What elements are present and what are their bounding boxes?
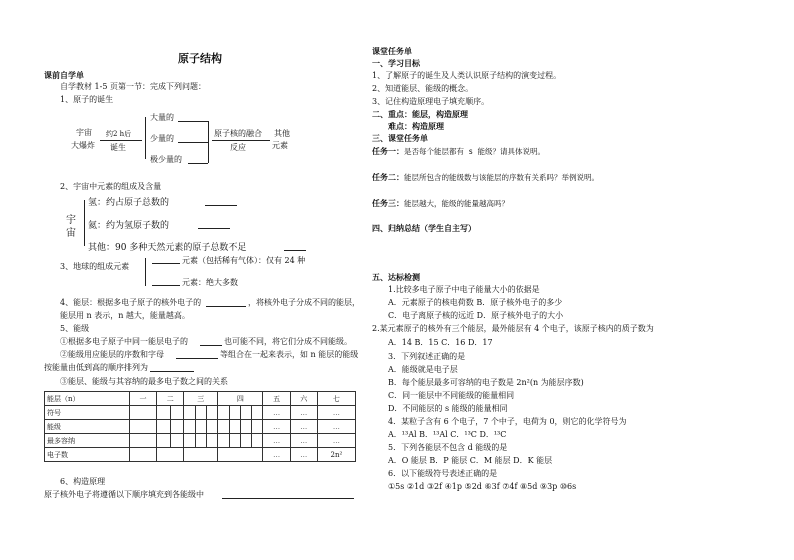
difficult-point: 难点：构造原理: [388, 121, 444, 131]
branch-many: 大量的: [150, 113, 174, 122]
blank-line: [150, 371, 194, 372]
table-row-label: 最多容纳: [45, 434, 130, 448]
test-q2-options: A．14 B．15 C．16 D．17: [388, 338, 493, 347]
blank-line: [178, 142, 208, 143]
page-title: 原子结构: [178, 52, 222, 65]
table-header-cell: 六: [290, 392, 317, 406]
test-q5-options: A．O 能层 B．P 能层 C．M 能层 D．K 能层: [388, 456, 553, 465]
goal-3: 3、记住构造原理电子填充顺序。: [372, 97, 490, 106]
blank-line: [152, 285, 180, 286]
blank-line: [152, 263, 180, 264]
other-elements-b: 元素: [272, 141, 288, 150]
fusion-label: 原子核的融合: [214, 129, 262, 138]
brace-line: [145, 258, 146, 286]
born-label: 诞生: [110, 143, 126, 152]
task-2-text: 能层所包含的能级数与该能层的序数有关系吗？举例说明。: [404, 173, 599, 182]
table-header-cell: 七: [317, 392, 355, 406]
question-5-3: ③能层、能级与其容纳的最多电子数之间的关系: [60, 377, 228, 386]
blank-line: [178, 121, 208, 122]
test-q6-options: ①5s ②1d ③2f ④1p ⑤2d ⑥3f ⑦4f ⑧5d ⑨3p ⑩6s: [388, 482, 577, 491]
question-6: 6、构造原理: [60, 477, 106, 486]
table-header-cell: 二: [157, 392, 184, 406]
table-header-cell: 五: [263, 392, 290, 406]
question-5-2a: ②能级用应能层的序数和字母: [60, 350, 164, 359]
reaction-label: 反应: [230, 143, 246, 152]
test-q1-cd: C．电子离原子核的远近 D．原子核外电子的大小: [388, 311, 564, 320]
blank-line: [284, 250, 306, 251]
universe-label-a: 宇: [66, 215, 76, 226]
big-bang-label-b: 大爆炸: [71, 141, 95, 150]
prestudy-heading: 课前自学单: [44, 70, 84, 80]
blank-line: [188, 163, 208, 164]
helium-line: 氦：约为氢原子数的: [88, 221, 170, 231]
branch-few: 少量的: [150, 134, 174, 143]
table-header-cell: 四: [218, 392, 263, 406]
brace-line: [84, 200, 85, 246]
test-q3-b: B．每个能层最多可容纳的电子数是 2n²(n 为能层序数): [388, 378, 584, 387]
goal-2: 2、知道能层、能级的概念。: [372, 84, 474, 93]
test-q1: 1.比较多电子原子中电子能量大小的依据是: [388, 285, 540, 294]
earth-elements-1: 元素（包括稀有气体）：仅有 24 种: [182, 256, 306, 265]
question-5-1a: ①根据多电子原子中同一能层电子的: [60, 337, 188, 346]
table-row-label: 能级: [45, 420, 130, 434]
section-5: 五、达标检测: [372, 272, 420, 282]
blank-line: [200, 345, 222, 346]
table-header-cell: 一: [129, 392, 156, 406]
brace-line: [208, 121, 209, 163]
blank-line: [222, 498, 354, 499]
other-line: 其他：90 多种天然元素的原子总数不足: [88, 243, 247, 253]
blank-line: [176, 358, 218, 359]
task-1-label: 任务一：: [372, 146, 404, 156]
table-row-label: 符号: [45, 406, 130, 420]
earth-elements-2: 元素：绝大多数: [182, 278, 238, 287]
arrow-line: [212, 140, 270, 141]
test-q3-d: D．不同能层的 s 能级的能量相同: [388, 404, 508, 413]
about-2h-label: 约2 h后: [106, 130, 132, 138]
question-4b: ，将核外电子分成不同的能层，: [248, 298, 360, 307]
section-4: 四、归纳总结（学生自主写）: [372, 223, 476, 233]
test-q3: 3．下列叙述正确的是: [388, 352, 466, 361]
question-5-2c: 按能量由低到高的顺序排列为: [44, 363, 148, 372]
test-q6: 6．以下能级符号表述正确的是: [388, 469, 498, 478]
blank-line: [206, 306, 246, 307]
task-1-text: 是否每个能层都有 s 能级？请具体说明。: [404, 147, 546, 156]
task-2-label: 任务二：: [372, 172, 404, 182]
other-elements-a: 其他: [274, 129, 290, 138]
section-3: 三、课堂任务单: [372, 133, 428, 143]
section-2: 二、重点：能层，构造原理: [372, 109, 468, 119]
task-3-text: 能层越大，能级的能量越高吗？: [404, 199, 509, 208]
question-6-text: 原子核外电子将遵循以下顺序填充到各能级中: [44, 490, 204, 499]
question-2: 2、宇宙中元素的组成及含量: [60, 182, 162, 191]
task-heading: 课堂任务单: [372, 46, 412, 56]
question-1: 1、原子的诞生: [60, 95, 114, 104]
section-1: 一、学习目标: [372, 58, 420, 68]
instruction-text: 自学教材 1-5 页第一节：完成下列问题：: [60, 82, 206, 91]
test-q3-c: C．同一能层中不同能级的能量相同: [388, 391, 515, 400]
table-row: 能级 … … …: [45, 420, 356, 434]
arrow-line: [100, 140, 142, 141]
task-2: [372, 172, 599, 183]
question-4a: 4、能层：根据多电子原子的核外电子的: [60, 298, 202, 307]
test-q5: 5．下列各能层不包含 d 能级的是: [388, 443, 508, 452]
test-q1-ab: A．元素原子的核电荷数 B．原子核外电子的多少: [388, 298, 563, 307]
question-4c: 能层用 n 表示，n 越大，能量越高。: [60, 311, 190, 320]
brace-line: [145, 117, 146, 159]
test-q4-options: A．¹³Al B．¹³Al C．¹³C D．¹³C: [388, 430, 507, 439]
shell-subshell-table: [44, 391, 356, 462]
task-1: [372, 146, 545, 157]
question-3: 3、地球的组成元素: [60, 262, 130, 271]
test-q4: 4．某粒子含有 6 个电子，7 个中子，电荷为 0，则它的化学符号为: [388, 417, 627, 426]
branch-very-few: 极少量的: [150, 155, 182, 164]
task-3-label: 任务三：: [372, 198, 404, 208]
test-q3-a: A．能级就是电子层: [388, 365, 458, 374]
table-row: 符号 … … …: [45, 406, 356, 420]
goal-1: 1、了解原子的诞生及人类认识原子结构的演变过程。: [372, 71, 562, 80]
table-header-cell: 三: [184, 392, 218, 406]
question-5: 5、能级: [60, 324, 90, 333]
formula-cell: 2n²: [317, 448, 355, 462]
question-5-2b: 等组合在一起来表示，如 n 能层的能级: [220, 350, 359, 359]
blank-line: [198, 228, 230, 229]
universe-label-b: 宙: [66, 228, 76, 239]
table-row: 最多容纳 … … …: [45, 434, 356, 448]
big-bang-label-a: 宇宙: [76, 128, 92, 137]
blank-line: [205, 205, 237, 206]
table-header-cell: 能层（n）: [45, 392, 130, 406]
task-3: [372, 198, 509, 209]
hydrogen-line: 氢：约占原子总数的: [88, 198, 170, 208]
table-row: 电子数 … … 2n²: [45, 448, 356, 462]
question-5-1b: 也可能不同，将它们分成不同能级。: [224, 337, 352, 346]
table-row-label: 电子数: [45, 448, 130, 462]
test-q2: 2.某元素原子的核外有三个能层，最外能层有 4 个电子，该原子核内的质子数为: [372, 324, 654, 333]
